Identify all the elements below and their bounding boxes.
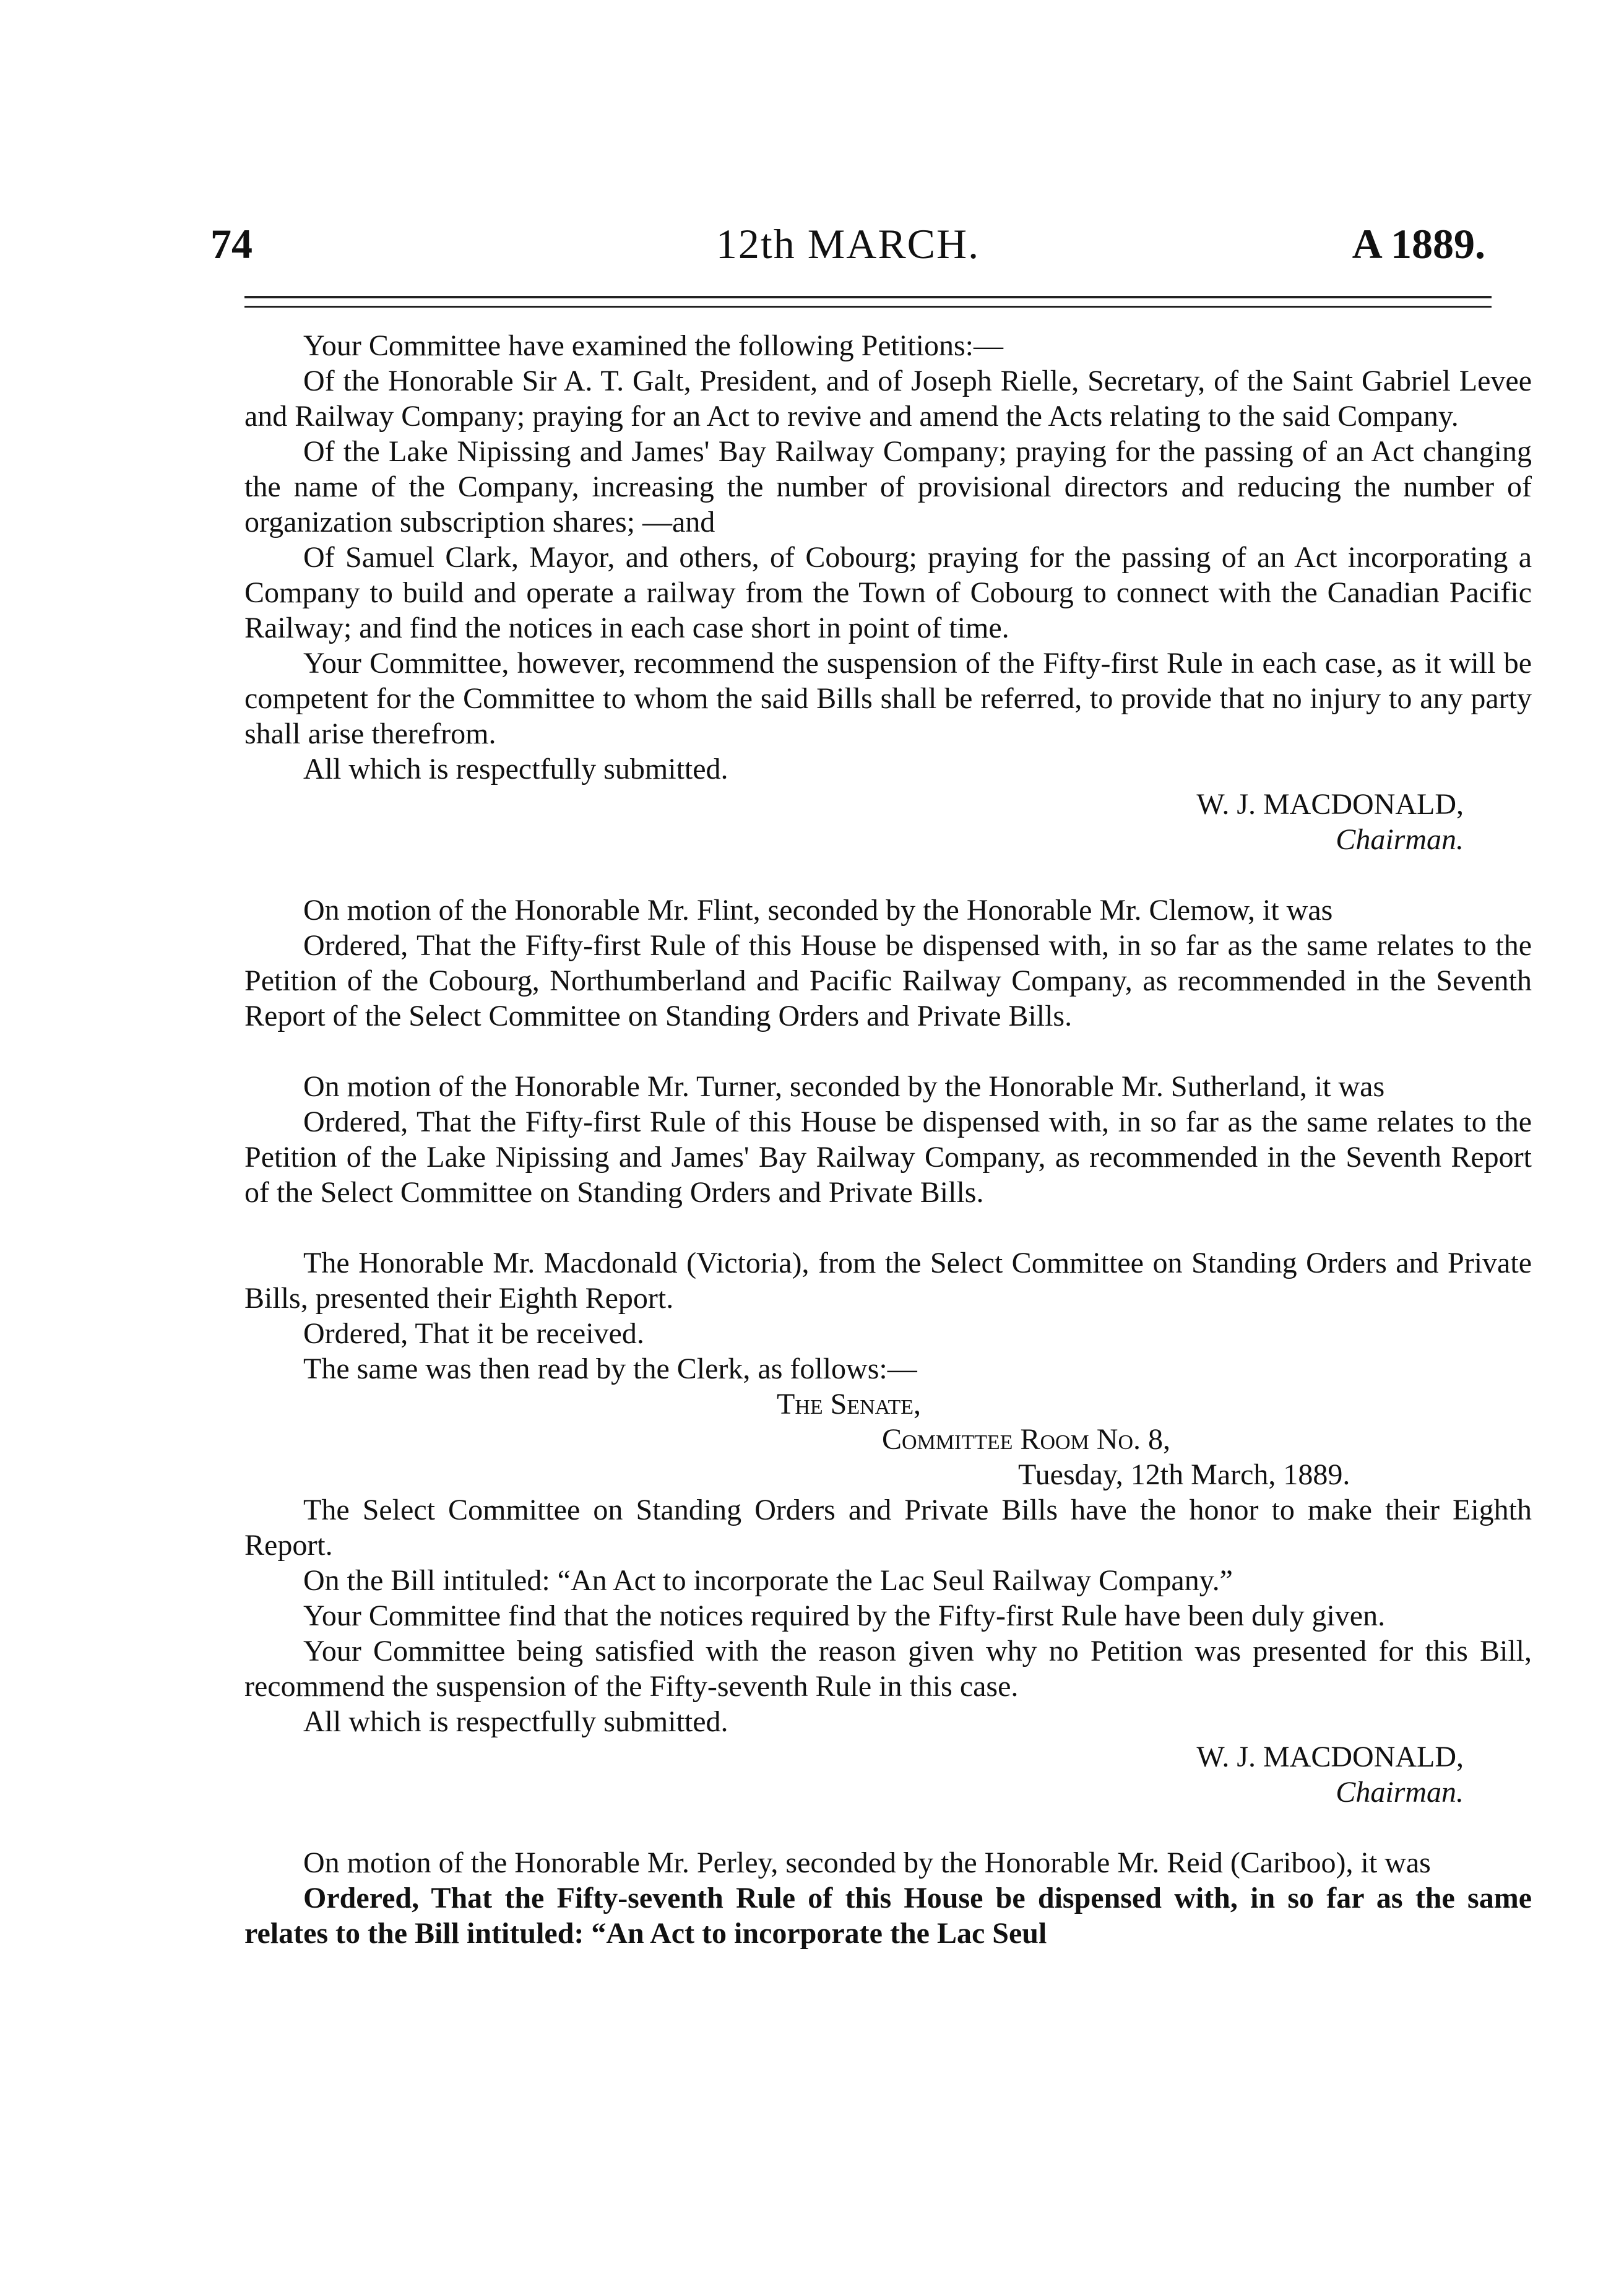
motion-intro: On motion of the Honorable Mr. Perley, seconded by the Honorable Mr. Reid (Cariboo), it was: [303, 1846, 1431, 1879]
page-body: [244, 328, 1532, 1951]
eighth-report: [244, 1245, 1532, 1810]
committee-report-petitions: [244, 328, 1532, 857]
report-signature-title: Chairman.: [1336, 1776, 1464, 1809]
report-submitted: All which is respectfully submitted.: [303, 753, 728, 785]
page-year: A 1889.: [1352, 220, 1485, 267]
report-read: The same was then read by the Clerk, as follows:—: [303, 1352, 917, 1385]
report-presented: The Honorable Mr. Macdonald (Victoria), from the Select Committee on Standing Orders and Private Bills, presented their Eighth Report.: [244, 1247, 1532, 1315]
motion-ordered: Ordered, That the Fifty-seventh Rule of this House be dispensed with, in so far as the same relates to the Bill intituled: “An Act to incorporate the Lac Seul: [244, 1882, 1532, 1950]
motion-ordered: Ordered, That the Fifty-first Rule of this House be dispensed with, in so far as the same relates to the Petition of the Cobourg, Northumberland and Pacific Railway Company, as recommended in the Seventh Report of the Select Committee on Standing Orders and Private Bills.: [244, 929, 1532, 1032]
report-signature: W. J. MACDONALD,: [1196, 788, 1464, 821]
motion-perley: [244, 1845, 1532, 1951]
motion-turner: [244, 1069, 1532, 1210]
page-title: 12th MARCH.: [715, 220, 980, 267]
motion-intro: On motion of the Honorable Mr. Flint, seconded by the Honorable Mr. Clemow, it was: [303, 894, 1333, 927]
page-header: [210, 220, 1485, 282]
report-intro: Your Committee have examined the following Petitions:—: [303, 329, 1003, 362]
report-ordered: Ordered, That it be received.: [303, 1317, 644, 1350]
petition-cobourg: Of Samuel Clark, Mayor, and others, of Cobourg; praying for the passing of an Act incorporating a Company to build and operate a railway from the Town of Cobourg to connect with the Canadian Pacific Railway; and find the notices in each case short in point of time.: [244, 541, 1532, 644]
petition-galt: Of the Honorable Sir A. T. Galt, President, and of Joseph Rielle, Secretary, of the Saint Gabriel Levee and Railway Company; praying for an Act to revive and amend the Acts relating to the said Company.: [244, 365, 1532, 433]
report-recommendation: Your Committee, however, recommend the suspension of the Fifty-first Rule in each case, as it will be competent for the Committee to whom the said Bills shall be referred, to provide that no injury to any party shall arise therefrom.: [244, 647, 1532, 750]
motion-intro: On motion of the Honorable Mr. Turner, seconded by the Honorable Mr. Sutherland, it was: [303, 1070, 1385, 1103]
report-signature-title: Chairman.: [1336, 823, 1464, 856]
report-paragraph: Your Committee find that the notices required by the Fifty-first Rule have been duly given.: [303, 1599, 1386, 1632]
petition-lake-nipissing: Of the Lake Nipissing and James' Bay Railway Company; praying for the passing of an Act changing the name of the Company, increasing the number of provisional directors and reducing the number of organization subscription shares; —and: [244, 435, 1532, 539]
report-paragraph: On the Bill intituled: “An Act to incorporate the Lac Seul Railway Company.”: [303, 1564, 1233, 1597]
motion-flint: [244, 893, 1532, 1034]
motion-ordered: Ordered, That the Fifty-first Rule of this House be dispensed with, in so far as the same relates to the Petition of the Lake Nipissing and James' Bay Railway Company, as recommended in the Seventh Report of the Select Committee on Standing Orders and Private Bills.: [244, 1105, 1532, 1209]
address-senate: The Senate,: [777, 1388, 921, 1421]
address-date: Tuesday, 12th March, 1889.: [1018, 1458, 1350, 1491]
report-signature: W. J. MACDONALD,: [1196, 1741, 1464, 1773]
header-rule-top: [244, 296, 1492, 298]
page-number: 74: [210, 220, 253, 267]
address-room: Committee Room No. 8,: [882, 1423, 1171, 1456]
report-submitted: All which is respectfully submitted.: [303, 1705, 728, 1738]
report-paragraph: Your Committee being satisfied with the reason given why no Petition was presented for this Bill, recommend the suspension of the Fifty-seventh Rule in this case.: [244, 1635, 1532, 1703]
header-rule-bottom: [244, 306, 1492, 308]
report-paragraph: The Select Committee on Standing Orders and Private Bills have the honor to make their Eighth Report.: [244, 1494, 1532, 1562]
